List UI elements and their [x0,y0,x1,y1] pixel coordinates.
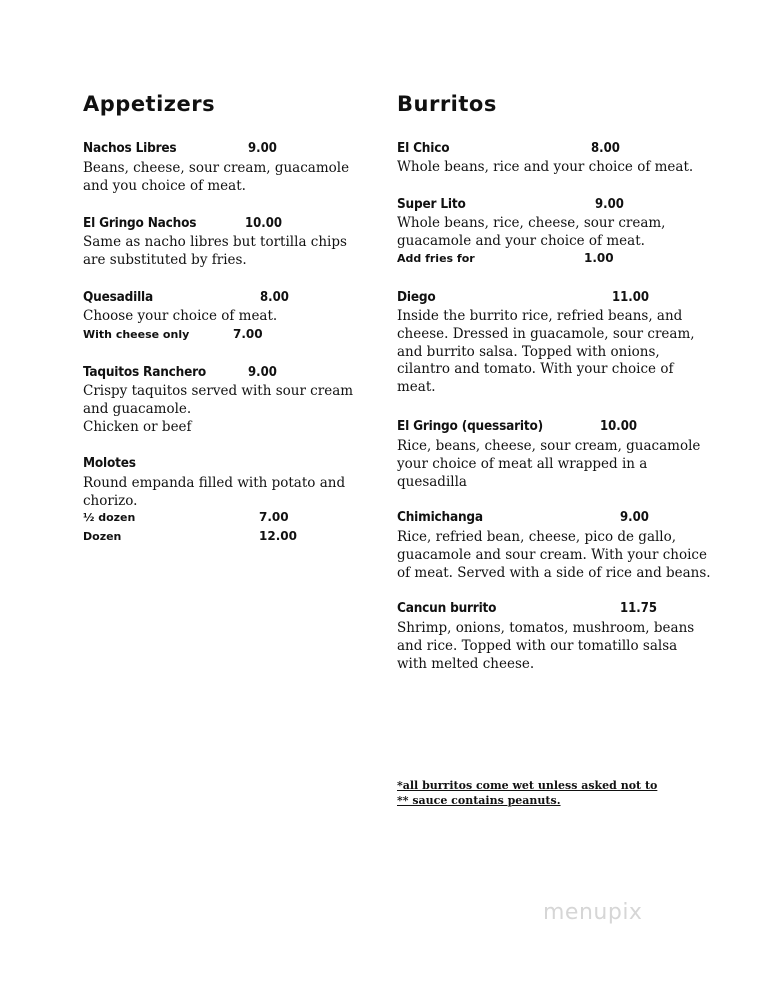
appetizers-title: Appetizers [83,92,216,116]
item-description-line: guacamole and your choice of meat. [397,233,645,249]
item-description-line: Whole beans, rice, cheese, sour cream, [397,215,666,231]
item-name: Super Lito [397,196,466,212]
item-name: El Gringo Nachos [83,215,197,231]
item-description-line: Crispy taquitos served with sour cream [83,383,354,399]
item-name: Quesadilla [83,289,154,305]
item-price: 11.75 [620,601,657,616]
item-description-line: cheese. Dressed in guacamole, sour cream, [397,326,695,342]
item-description-line: guacamole and sour cream. With your choice [397,547,707,563]
footnote: *all burritos come wet unless asked not to [397,779,658,792]
item-description-line: are substituted by fries. [83,252,247,268]
item-description-line: and you choice of meat. [83,178,246,194]
option-price: 12.00 [259,529,297,543]
item-price: 10.00 [245,216,282,231]
item-description-line: Chicken or beef [83,419,192,435]
item-price: 10.00 [600,419,637,434]
item-price: 11.00 [612,290,649,305]
item-price: 9.00 [595,197,624,212]
item-description-line: and rice. Topped with our tomatillo salsa [397,638,678,654]
item-description-line: and guacamole. [83,401,192,417]
item-description-line: meat. [397,379,436,395]
item-name: Diego [397,289,436,305]
item-description-line: and burrito salsa. Topped with onions, [397,344,660,360]
item-description-line: Shrimp, onions, tomatos, mushroom, beans [397,620,695,636]
item-price: 9.00 [248,365,277,380]
item-description-line: of meat. Served with a side of rice and beans. [397,565,711,581]
item-description-line: Choose your choice of meat. [83,308,278,324]
item-name: El Gringo (quessarito) [397,418,543,434]
item-name: Chimichanga [397,509,483,525]
item-name: Nachos Libres [83,140,177,156]
option-price: 7.00 [233,327,263,341]
item-description-line: Inside the burrito rice, refried beans, and [397,308,683,324]
item-description-line: quesadilla [397,474,467,490]
option-label: With cheese only [83,328,190,341]
item-description-line: Rice, refried bean, cheese, pico de gallo, [397,529,677,545]
burritos-title: Burritos [397,92,497,116]
option-price: 7.00 [259,510,289,524]
item-description-line: Rice, beans, cheese, sour cream, guacamole [397,438,701,454]
item-name: Cancun burrito [397,600,497,616]
item-name: El Chico [397,140,450,156]
option-price: 1.00 [584,251,614,265]
footnote: ** sauce contains peanuts. [397,794,561,807]
option-label: Dozen [83,530,122,543]
item-name: Taquitos Ranchero [83,364,207,380]
menupix-watermark: menupix [543,900,643,925]
item-description-line: Whole beans, rice and your choice of meat. [397,159,694,175]
item-price: 8.00 [260,290,289,305]
item-price: 9.00 [620,510,649,525]
item-description-line: Beans, cheese, sour cream, guacamole [83,160,350,176]
item-description-line: with melted cheese. [397,656,535,672]
item-price: 8.00 [591,141,620,156]
item-name: Molotes [83,455,136,471]
item-description-line: your choice of meat all wrapped in a [397,456,648,472]
item-description-line: chorizo. [83,493,138,509]
item-description-line: Round empanda filled with potato and [83,475,346,491]
item-price: 9.00 [248,141,277,156]
option-label: Add fries for [397,252,475,265]
item-description-line: Same as nacho libres but tortilla chips [83,234,347,250]
option-label: ½ dozen [83,511,136,524]
item-description-line: cilantro and tomato. With your choice of [397,361,674,377]
